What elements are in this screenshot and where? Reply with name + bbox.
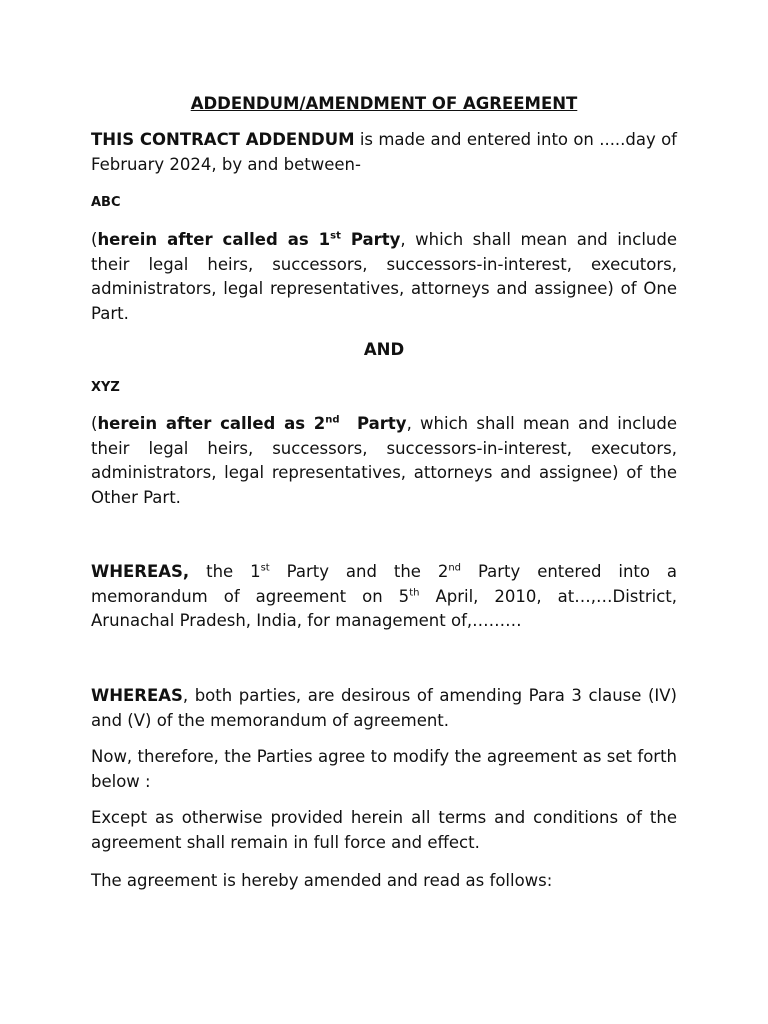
party1-paragraph: (herein after called as 1st Party, which shall mean and include their legal heirs, successors, successors-in-interest, executors, administrators, legal representatives, attorneys and assignee) of One Part. (91, 230, 677, 323)
except-paragraph: Except as otherwise provided herein all terms and conditions of the agreement shall remain in full force and effect. (91, 808, 677, 852)
document-title: ADDENDUM/AMENDMENT OF AGREEMENT (190, 94, 578, 113)
party2-called: herein after called as 2 (97, 414, 326, 433)
now-therefore-paragraph: Now, therefore, the Parties agree to modify the agreement as set forth below : (91, 747, 677, 791)
intro-bold: THIS CONTRACT ADDENDUM (91, 130, 355, 149)
party1-party: Party (340, 230, 401, 249)
and-label: AND (363, 340, 405, 359)
whereas2-paragraph (91, 684, 677, 733)
amended-paragraph: The agreement is hereby amended and read as follows: (91, 871, 553, 890)
whereas2-bold: WHEREAS (91, 686, 183, 705)
whereas1-paragraph: WHEREAS, the 1st Party and the 2nd Party entered into a memorandum of agreement on 5th April, 2010, at…,…District, Arunachal Pradesh, India, for management of,……… (91, 562, 678, 630)
intro-text: is made and entered into on .....day of February 2024, by and between- (91, 130, 677, 174)
party2-paragraph: (herein after called as 2nd Party, which shall mean and include their legal heirs, successors, successors-in-interest, executors, administrators, legal representatives, attorneys and assignee) of the Other Part. (91, 414, 678, 507)
party1-name: ABC (91, 195, 121, 210)
whereas2-text: , both parties, are desirous of amending Para 3 clause (IV) and (V) of the memorandum of agreement. (91, 686, 677, 730)
party2-party: Party (339, 414, 407, 433)
party2-name: XYZ (91, 380, 120, 395)
party2-text: , which shall mean and include their legal heirs, successors, successors-in-interest, executors, administrators, legal representatives, attorneys and assignee) of the Other Part. (91, 414, 678, 507)
party2-sup: nd (325, 414, 340, 426)
party1-text: , which shall mean and include their legal heirs, successors, successors-in-interest, executors, administrators, legal representatives, attorneys and assignee) of One Part. (91, 230, 677, 323)
intro-paragraph (91, 128, 677, 177)
party1-called: herein after called as 1 (97, 230, 331, 249)
whereas1-bold: WHEREAS, (91, 562, 190, 581)
party1-sup: st (330, 230, 341, 242)
